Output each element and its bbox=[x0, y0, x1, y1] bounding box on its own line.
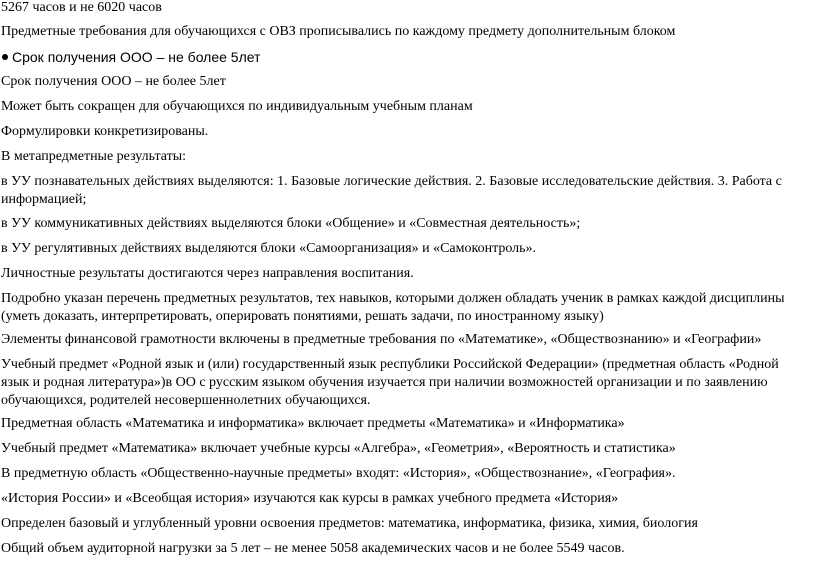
text-line: в УУ регулятивных действиях выделяются блоки «Самоорганизация» и «Самоконтроль». bbox=[1, 241, 537, 256]
text-line: Элементы финансовой грамотности включены в предметные требования по «Математике», «Обществознанию» и «Географии» bbox=[1, 332, 762, 347]
text-line: Может быть сокращен для обучающихся по индивидуальным учебным планам bbox=[1, 99, 473, 114]
text-line: 5267 часов и не 6020 часов bbox=[1, 0, 162, 15]
text-line: Предметная область «Математика и информатика» включает предметы «Математика» и «Информатика» bbox=[1, 416, 625, 431]
text-line: Формулировки конкретизированы. bbox=[1, 124, 209, 139]
text-line: Личностные результаты достигаются через направления воспитания. bbox=[1, 266, 414, 281]
text-line: Определен базовый и углубленный уровни освоения предметов: математика, информатика, физика, химия, биология bbox=[1, 516, 698, 531]
text-line: В предметную область «Общественно-научные предметы» входят: «История», «Обществознание», «География». bbox=[1, 466, 676, 481]
text-line: В метапредметные результаты: bbox=[1, 149, 187, 164]
text-line: Предметные требования для обучающихся с ОВЗ прописывались по каждому предмету дополнительным блоком bbox=[1, 24, 676, 39]
text-paragraph: в УУ познавательных действиях выделяются: 1. Базовые логические действия. 2. Базовые исследовательские действия. 3. Работа с информацией; bbox=[1, 174, 782, 207]
text-paragraph: Подробно указан перечень предметных результатов, тех навыков, которыми должен обладать ученик в рамках каждой дисциплины (уметь доказать, интерпретировать, оперировать понятиями, решать задачи, по иностранному языку) bbox=[1, 291, 785, 324]
bullet-text: Срок получения ООО – не более 5лет bbox=[12, 49, 261, 65]
text-line: в УУ коммуникативных действиях выделяются блоки «Общение» и «Совместная деятельность»; bbox=[1, 216, 581, 231]
bullet-icon bbox=[2, 54, 8, 60]
text-line: «История России» и «Всеобщая история» изучаются как курсы в рамках учебного предмета «История» bbox=[1, 491, 619, 506]
text-line: Учебный предмет «Математика» включает учебные курсы «Алгебра», «Геометрия», «Вероятность и статистика» bbox=[1, 441, 676, 456]
text-line: Срок получения ООО – не более 5лет bbox=[1, 74, 226, 89]
text-paragraph: Учебный предмет «Родной язык и (или) государственный язык республики Российской Федерации» (предметная область «Родной язык и родная литература»)в ОО с русским языком обучения изучается при наличии возможностей организации и по заявлению обучающихся, родителей несовершеннолетних обучающихся. bbox=[1, 357, 779, 408]
text-line: Общий объем аудиторной нагрузки за 5 лет – не менее 5058 академических часов и не более 5549 часов. bbox=[1, 541, 625, 556]
bullet-item bbox=[1, 48, 802, 66]
